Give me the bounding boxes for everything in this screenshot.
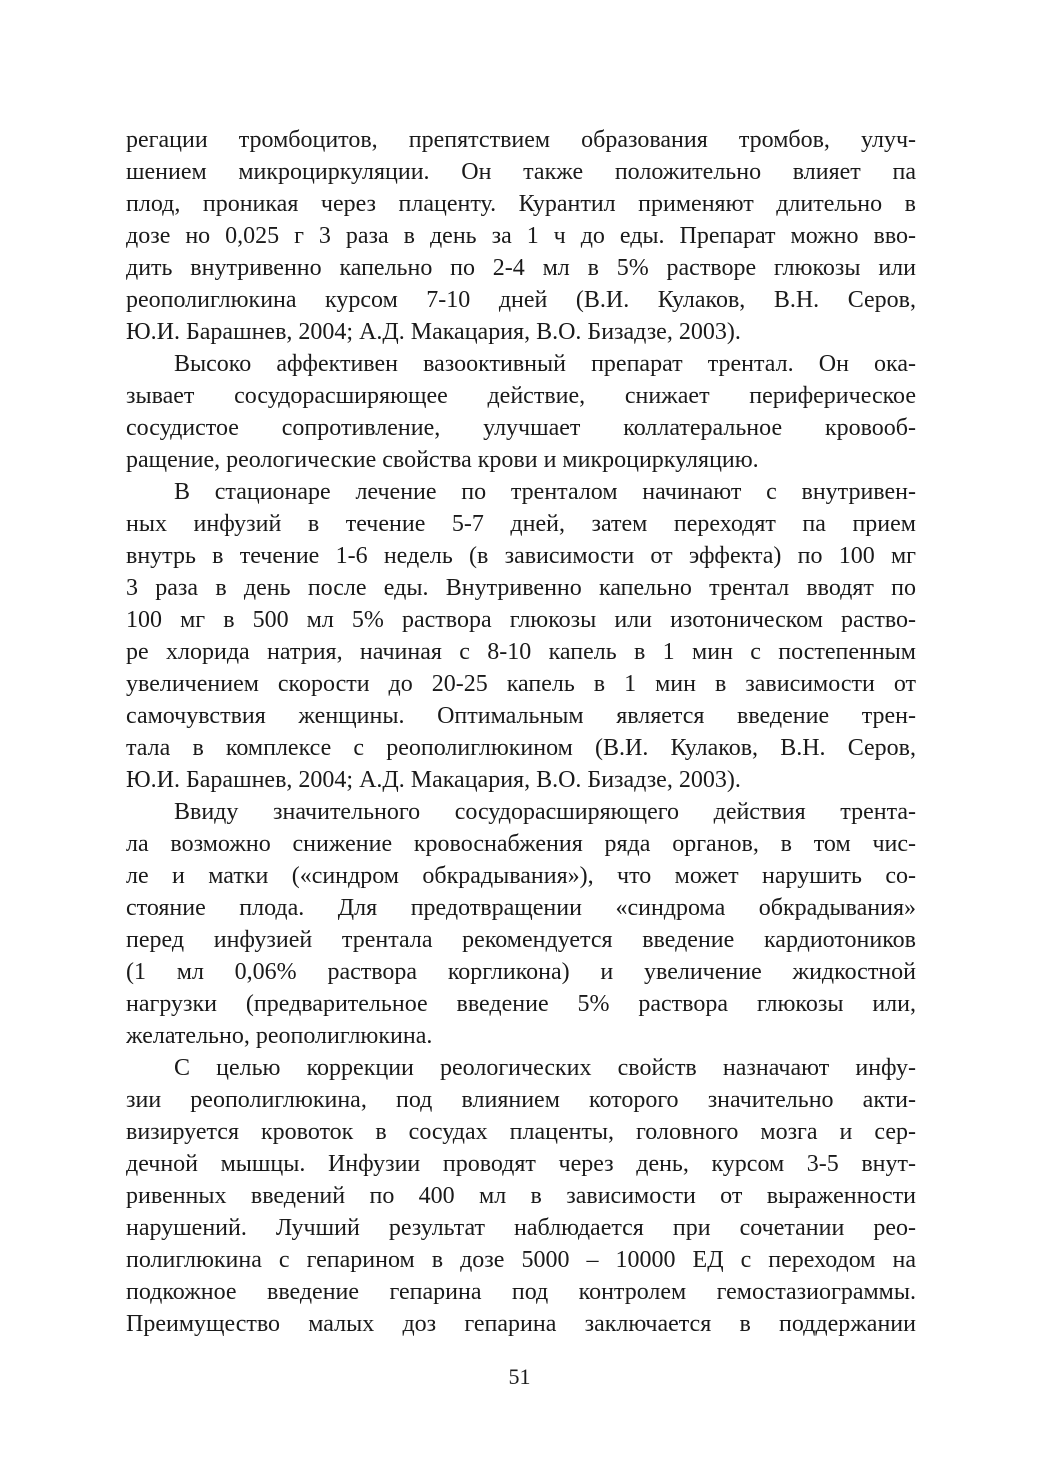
text-line: ращение, реологические свойства крови и микроциркуляцию.	[126, 447, 759, 473]
text-line: С целью коррекции реологических свойств назначают инфу-	[174, 1055, 916, 1081]
text-line: сосудистое сопротивление, улучшает коллатеральное кровооб-	[126, 415, 916, 441]
text-line: Ю.И. Барашнев, 2004; А.Д. Макацария, В.О. Бизадзе, 2003).	[126, 767, 741, 793]
text-line: Преимущество малых доз гепарина заключается в поддержании	[126, 1311, 916, 1337]
text-line: визируется кровоток в сосудах плаценты, головного мозга и сер-	[126, 1119, 916, 1145]
paragraph-4	[126, 796, 916, 1052]
text-line: полиглюкина с гепарином в дозе 5000 – 10000 ЕД с переходом на	[126, 1247, 916, 1273]
text-line: зии реополиглюкина, под влиянием которого значительно акти-	[126, 1087, 916, 1113]
text-line: перед инфузией трентала рекомендуется введение кардиотоников	[126, 927, 916, 953]
text-line: стояние плода. Для предотвращении «синдрома обкрадывания»	[126, 895, 916, 921]
text-line: 3 раза в день после еды. Внутривенно капельно трентал вводят по	[126, 575, 916, 601]
text-line: нарушений. Лучший результат наблюдается при сочетании рео-	[126, 1215, 916, 1241]
text-line: регации тромбоцитов, препятствием образования тромбов, улуч-	[126, 127, 916, 153]
text-line: увеличением скорости до 20-25 капель в 1 мин в зависимости от	[126, 671, 916, 697]
text-line: дозе но 0,025 г 3 раза в день за 1 ч до еды. Препарат можно вво-	[126, 223, 916, 249]
text-line: зывает сосудорасширяющее действие, снижает периферическое	[126, 383, 916, 409]
paragraph-3	[126, 476, 916, 796]
paragraph-1	[126, 124, 916, 348]
text-line: внутрь в течение 1-6 недель (в зависимости от эффекта) по 100 мг	[126, 543, 916, 569]
text-line: дечной мышцы. Инфузии проводят через день, курсом 3-5 внут-	[126, 1151, 916, 1177]
text-line: ривенных введений по 400 мл в зависимости от выраженности	[126, 1183, 916, 1209]
text-line: Ввиду значительного сосудорасширяющего действия трента-	[174, 799, 916, 825]
text-line: ных инфузий в течение 5-7 дней, затем переходят па прием	[126, 511, 916, 537]
text-line: тала в комплексе с реополиглюкином (В.И. Кулаков, В.Н. Серов,	[126, 735, 916, 761]
text-line: шением микроциркуляции. Он также положительно влияет па	[126, 159, 916, 185]
text-line: плод, проникая через плаценту. Курантил применяют длительно в	[126, 191, 916, 217]
text-line: В стационаре лечение по тренталом начинают с внутривен-	[174, 479, 916, 505]
text-line: желательно, реополиглюкина.	[126, 1023, 433, 1049]
text-line: Ю.И. Барашнев, 2004; А.Д. Макацария, В.О. Бизадзе, 2003).	[126, 319, 741, 345]
text-line: дить внутривенно капельно по 2-4 мл в 5% растворе глюкозы или	[126, 255, 916, 281]
paragraph-2	[126, 348, 916, 476]
text-line: ле и матки («синдром обкрадывания»), что может нарушить со-	[126, 863, 916, 889]
text-line: ре хлорида натрия, начиная с 8-10 капель в 1 мин с постепенным	[126, 639, 916, 665]
document-page	[126, 124, 916, 1340]
text-line: (1 мл 0,06% раствора коргликона) и увеличение жидкостной	[126, 959, 916, 985]
text-line: Высоко аффективен вазооктивный препарат трентал. Он ока-	[174, 351, 916, 377]
text-line: 100 мг в 500 мл 5% раствора глюкозы или изотоническом раство-	[126, 607, 916, 633]
text-line: самочувствия женщины. Оптимальным является введение трен-	[126, 703, 916, 729]
text-line: нагрузки (предварительное введение 5% раствора глюкозы или,	[126, 991, 916, 1017]
text-line: реополиглюкина курсом 7-10 дней (В.И. Кулаков, В.Н. Серов,	[126, 287, 916, 313]
paragraph-5	[126, 1052, 916, 1340]
text-line: ла возможно снижение кровоснабжения ряда органов, в том чис-	[126, 831, 916, 857]
text-line: подкожное введение гепарина под контролем гемостазиограммы.	[126, 1279, 916, 1305]
page-number: 51	[508, 1364, 531, 1389]
